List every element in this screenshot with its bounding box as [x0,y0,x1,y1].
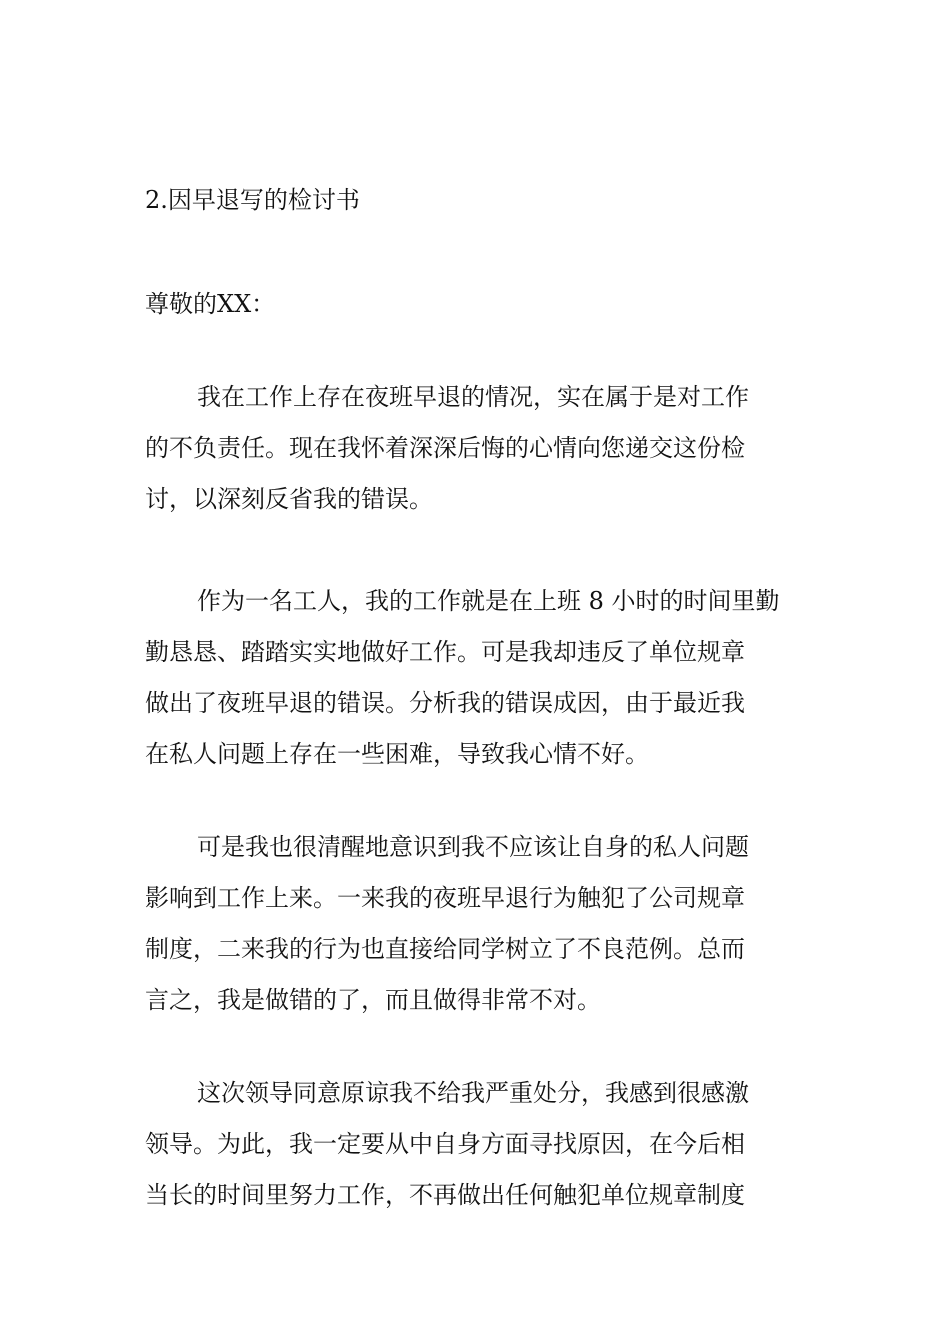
paragraph-line: 言之，我是做错的了，而且做得非常不对。 [145,986,601,1014]
paragraph-line: 这次领导同意原谅我不给我严重处分，我感到很感激 [197,1079,749,1107]
paragraph-2 [145,576,807,780]
paragraph-line: 可是我也很清醒地意识到我不应该让自身的私人问题 [197,833,749,861]
paragraph-line: 在私人问题上存在一些困难，导致我心情不好。 [145,740,649,768]
paragraph-line: 领导。为此，我一定要从中自身方面寻找原因，在今后相 [145,1130,745,1158]
paragraph-line: 制度，二来我的行为也直接给同学树立了不良范例。总而 [145,935,745,963]
paragraph-line: 勤恳恳、踏踏实实地做好工作。可是我却违反了单位规章 [145,638,745,666]
paragraph-3 [145,822,807,1026]
paragraph-line: 影响到工作上来。一来我的夜班早退行为触犯了公司规章 [145,884,745,912]
paragraph-line: 当长的时间里努力工作，不再做出任何触犯单位规章制度 [145,1181,745,1209]
paragraph-line: 的不负责任。现在我怀着深深后悔的心情向您递交这份检 [145,434,745,462]
paragraph-4 [145,1068,807,1221]
salutation: 尊敬的XX： [145,290,276,318]
paragraph-line: 讨，以深刻反省我的错误。 [145,485,433,513]
paragraph-1 [145,372,807,525]
document-title: 2.因早退写的检讨书 [145,186,360,214]
paragraph-line: 作为一名工人，我的工作就是在上班 8 小时的时间里勤 [197,587,780,615]
paragraph-line: 我在工作上存在夜班早退的情况，实在属于是对工作 [197,383,749,411]
paragraph-line: 做出了夜班早退的错误。分析我的错误成因，由于最近我 [145,689,745,717]
